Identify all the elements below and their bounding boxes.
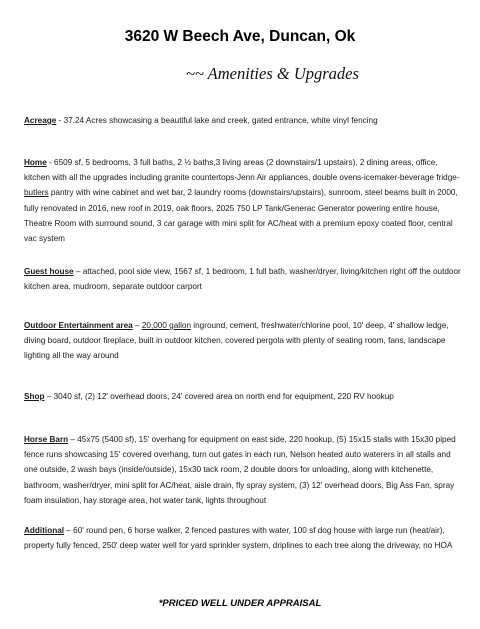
section-home: [24, 155, 464, 246]
section-label-home: Home: [24, 158, 47, 167]
section-text-acreage: - 37.24 Acres showcasing a beautiful lake and creek, gated entrance, white vinyl fencing: [56, 116, 378, 125]
section-text-guest-house: – attached, pool side view, 1567 sf, 1 bedroom, 1 full bath, washer/dryer, living/kitchen right off the outdoor kitchen area, mudroom, separate outdoor carport: [24, 267, 461, 292]
section-label-additional: Additional: [24, 526, 65, 535]
amenities-subtitle: ~~ Amenities & Upgrades: [186, 64, 359, 83]
section-label-outdoor-entertainment: Outdoor Entertainment area: [24, 321, 133, 330]
section-text-additional: – 60' round pen, 6 horse walker, 2 fenced pastures with water, 100 sf dog house with large run (heat/air), property fully fenced, 250' deep water well for yard sprinkler system, driplines to each tree along the driveway, no HOA: [24, 526, 453, 551]
section-text-home-a: - 6509 sf, 5 bedrooms, 3 full baths, 2 ½ baths,3 living areas (2 downstairs/1 upstairs), 2 dining areas, office, kitchen with all the upgrades including granite countertops-Jenn Air appliances, double ovens-icemaker-beverage fridge-: [24, 158, 460, 183]
section-acreage: [24, 113, 464, 128]
section-outdoor-entertainment: [24, 318, 464, 364]
section-shop: [24, 389, 464, 404]
section-additional: [24, 523, 464, 553]
section-label-acreage: Acreage: [24, 116, 57, 125]
section-label-guest-house: Guest house: [24, 267, 74, 276]
section-horse-barn: [24, 432, 464, 508]
section-text-outdoor-b: inground, cement, freshwater/chlorine pool, 10' deep, 4' shallow ledge, diving board, outdoor fireplace, built in outdoor kitchen, covered pergola with plenty of seating room, fans, landscape lighting all the way around: [24, 321, 449, 361]
section-text-outdoor-a: –: [132, 321, 142, 330]
butlers-underlined-word: butlers: [24, 188, 49, 198]
section-text-shop: – 3040 sf, (2) 12' overhead doors, 24' covered area on north end for equipment, 220 RV hookup: [44, 392, 394, 401]
price-note-footer: *PRICED WELL UNDER APPRAISAL: [158, 598, 322, 609]
section-text-horse-barn: – 45x75 (5400 sf), 15' overhang for equipment on east side, 220 hookup, (5) 15x15 stalls with 15x30 piped fence runs showcasing 15' covered overhang, turn out gates in each run, Nelson heated auto waterers in all stalls and one outside, 2 wash bays (inside/outside), 15x30 tack room, 2 double doors for unloading, along with kitchenette, bathroom, washer/dryer, mini split for AC/heat, aisle drain, fly spray system, (3) 12' overhead doors, Big Ass Fan, spray foam insulation, hay storage area, hot water tank, lights throughout: [24, 435, 456, 505]
property-address-title: 3620 W Beech Ave, Duncan, Ok: [124, 28, 356, 45]
section-label-horse-barn: Horse Barn: [24, 435, 69, 444]
section-guest-house: [24, 264, 464, 294]
section-text-home-b: pantry with wine cabinet and wet bar, 2 laundry rooms (downstairs/upstairs), sunroom, steel beams built in 2000, fully renovated in 2016, new roof in 2019, oak floors, 2025 750 LP Tank/Generac Generator powering entire house, Theatre Room with surround sound, 3 car garage with mini split for AC/heat with a premium epoxy coated floor, central vac system: [24, 188, 458, 244]
pool-gallon-underlined: 20,000 gallon: [141, 321, 192, 330]
section-label-shop: Shop: [24, 392, 45, 401]
